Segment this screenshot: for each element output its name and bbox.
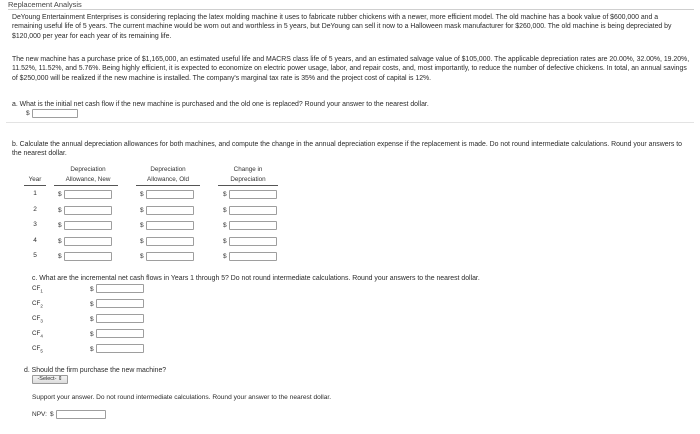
- header-underline: [24, 185, 46, 186]
- cf-label: [32, 285, 43, 294]
- col-year-header: Year: [28, 176, 42, 183]
- depr-old-y5-input[interactable]: [146, 252, 194, 261]
- depr-new-y4-input[interactable]: [64, 237, 112, 246]
- cf-text: CF: [32, 300, 41, 307]
- currency: $: [140, 238, 144, 245]
- npv-label: NPV:: [32, 411, 47, 418]
- cf-sub: 3: [40, 318, 43, 324]
- part-a-question: a. What is the initial net cash flow if the new machine is purchased and the old one is replaced? Round your answer to the nearest dollar.: [12, 101, 429, 108]
- cf-text: CF: [32, 345, 41, 352]
- select-value: -Select-: [37, 376, 57, 382]
- year-label: 3: [33, 221, 37, 228]
- cf-text: CF: [32, 330, 41, 337]
- col-old-header-2: Allowance, Old: [147, 176, 189, 183]
- cf5-input[interactable]: [96, 344, 144, 353]
- cf2-input[interactable]: [96, 299, 144, 308]
- currency: $: [58, 191, 62, 198]
- col-new-header-2: Allowance, New: [65, 176, 111, 183]
- cf-sub: 5: [40, 348, 43, 354]
- depr-change-y4-input[interactable]: [229, 237, 277, 246]
- cf-sub: 1: [40, 288, 43, 294]
- part-d-question: d. Should the firm purchase the new machine?: [24, 367, 167, 374]
- currency: $: [223, 207, 227, 214]
- currency: $: [140, 191, 144, 198]
- cf-sub: 2: [40, 303, 43, 309]
- depr-old-y3-input[interactable]: [146, 221, 194, 230]
- currency: $: [223, 222, 227, 229]
- cf-text: CF: [32, 315, 41, 322]
- depr-old-y2-input[interactable]: [146, 206, 194, 215]
- currency: $: [223, 238, 227, 245]
- currency: $: [90, 301, 94, 308]
- depr-old-y1-input[interactable]: [146, 190, 194, 199]
- currency: $: [58, 253, 62, 260]
- currency: $: [50, 411, 54, 418]
- currency: $: [90, 331, 94, 338]
- purchase-decision-select[interactable]: [32, 375, 68, 384]
- currency: $: [140, 222, 144, 229]
- depr-change-y3-input[interactable]: [229, 221, 277, 230]
- depr-new-y1-input[interactable]: [64, 190, 112, 199]
- depr-change-y1-input[interactable]: [229, 190, 277, 199]
- depr-new-y2-input[interactable]: [64, 206, 112, 215]
- cf1-input[interactable]: [96, 284, 144, 293]
- currency: $: [223, 191, 227, 198]
- currency: $: [58, 207, 62, 214]
- col-new-header-1: Depreciation: [70, 166, 106, 173]
- header-underline: [54, 185, 118, 186]
- depr-change-y5-input[interactable]: [229, 252, 277, 261]
- col-change-header-1: Change in: [233, 166, 263, 173]
- page-title: Replacement Analysis: [8, 0, 82, 9]
- year-label: 5: [33, 252, 37, 259]
- currency: $: [140, 253, 144, 260]
- currency: $: [58, 222, 62, 229]
- depr-old-y4-input[interactable]: [146, 237, 194, 246]
- year-label: 1: [33, 190, 37, 197]
- intro-paragraph-1: DeYoung Entertainment Enterprises is considering replacing the latex molding machine it uses to fabricate rubber chickens with a newer, more efficient model. The old machine has a book value of $600,000 and a remaining useful life of 5 years. The current machine would be worn out and worthless in 5 years, but DeYoung can sell it now to a Halloween mask manufacturer for $260,000. The old machine is being depreciated by $120,000 per year for each year of its remaining life.: [12, 14, 672, 40]
- depr-new-y3-input[interactable]: [64, 221, 112, 230]
- cf3-input[interactable]: [96, 314, 144, 323]
- title-divider: [8, 9, 694, 10]
- col-old-header-1: Depreciation: [150, 166, 186, 173]
- cf-label: [32, 315, 43, 324]
- npv-input[interactable]: [56, 410, 106, 419]
- part-b-question: b. Calculate the annual depreciation allowances for both machines, and compute the change in the annual depreciation expense if the replacement is made. Do not round intermediate calculations. Round your answers to the nearest dollar.: [12, 141, 682, 158]
- section-divider: [6, 122, 694, 123]
- header-underline: [218, 185, 278, 186]
- year-label: 2: [33, 206, 37, 213]
- chevron-down-icon: ⇕: [56, 376, 63, 382]
- cf4-input[interactable]: [96, 329, 144, 338]
- part-a-currency: $: [26, 110, 30, 117]
- currency: $: [90, 346, 94, 353]
- year-label: 4: [33, 237, 37, 244]
- intro-paragraph-2: The new machine has a purchase price of $1,165,000, an estimated useful life and MACRS class life of 5 years, and an estimated salvage value of $105,000. The applicable depreciation rates are 20.00%, 32.00%, 19.20%, 11.52%, 11.52%, and 5.76%. Being highly efficient, it is expected to economize on electric power usage, labor, and repair costs, and, most importantly, to reduce the number of defective chickens. In total, an annual savings of $250,000 will be realized if the new machine is installed. The company's marginal tax rate is 35% and the project cost of capital is 12%.: [12, 56, 690, 82]
- cf-label: [32, 300, 43, 309]
- currency: $: [223, 253, 227, 260]
- col-change-header-2: Depreciation: [230, 176, 266, 183]
- currency: $: [140, 207, 144, 214]
- depr-change-y2-input[interactable]: [229, 206, 277, 215]
- cf-sub: 4: [40, 333, 43, 339]
- currency: $: [90, 286, 94, 293]
- initial-cash-flow-input[interactable]: [32, 109, 78, 118]
- header-underline: [136, 185, 200, 186]
- support-instruction: Support your answer. Do not round intermediate calculations. Round your answer to the nearest dollar.: [32, 394, 332, 401]
- cf-text: CF: [32, 285, 41, 292]
- cf-label: [32, 345, 43, 354]
- currency: $: [90, 316, 94, 323]
- part-c-question: c. What are the incremental net cash flows in Years 1 through 5? Do not round intermediate calculations. Round your answers to the nearest dollar.: [32, 275, 480, 282]
- depr-new-y5-input[interactable]: [64, 252, 112, 261]
- currency: $: [58, 238, 62, 245]
- cf-label: [32, 330, 43, 339]
